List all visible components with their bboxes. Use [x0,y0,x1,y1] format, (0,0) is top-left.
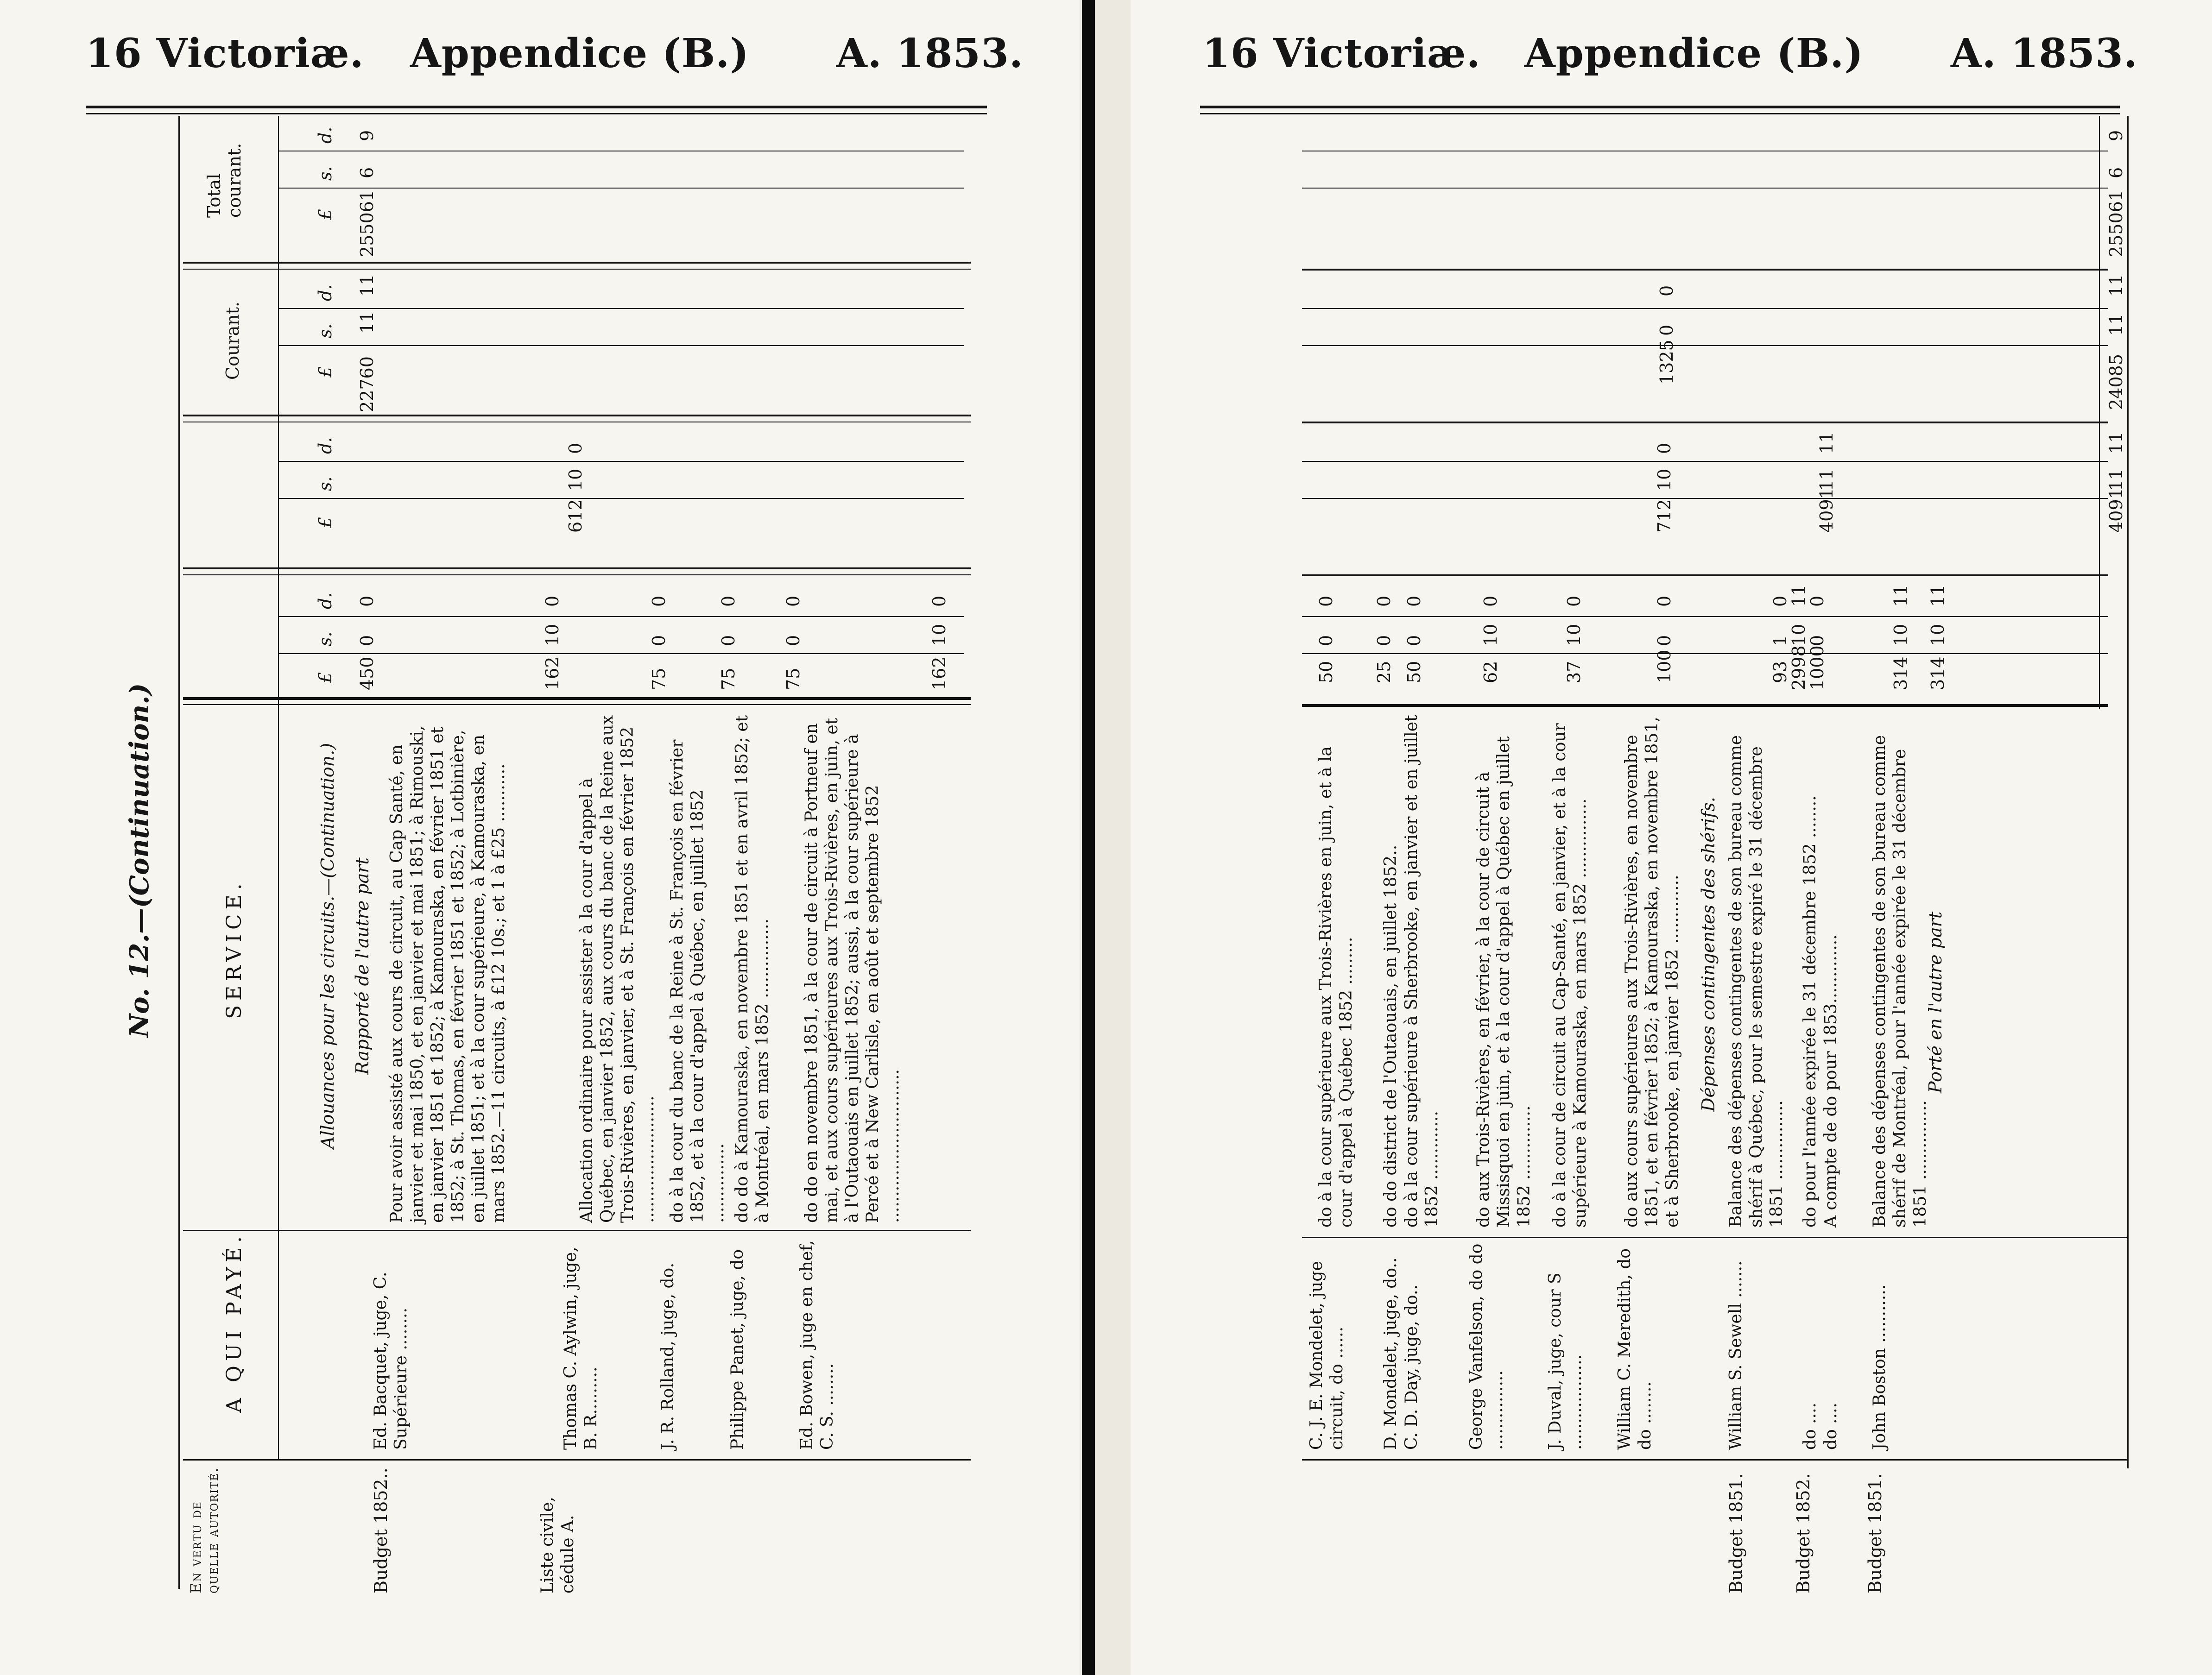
subtotal-pounds: 712 [1654,499,1675,533]
amount-pounds: 93 [1770,661,1790,683]
subtotal-shillings: 10 [1654,468,1675,491]
carried-total-pounds: 255061 [357,189,377,257]
payee-service-divider [183,1230,971,1231]
shilling-unit: s. [315,323,335,338]
regnal-year: 16 Victoriæ. [86,30,364,77]
amount-divider-3b [183,269,971,270]
lsd-divider [278,461,964,462]
row-payee: Ed. Bowen, juge en chef, C. S. ........ [797,1240,837,1450]
courant-pounds: 1325 [1656,340,1677,384]
amount-pounds: 162 [542,656,562,690]
row-service: Balance des dépenses contingentes de son bureau comme shérif à Québec, pour le semestre expiré le 31 décembre 1851 ............... [1726,735,1786,1228]
amount-pence: 0 [649,595,669,607]
amount-shillings: 0 [718,635,739,646]
amount-pounds: 162 [929,656,949,690]
amount-pence: 0 [1807,595,1827,607]
amount-shillings: 10 [1789,623,1809,646]
left-running-head [0,25,1080,81]
amount-divider-1 [183,567,971,569]
amount-pounds: 62 [1480,661,1501,683]
carried-label: Porté en l'autre part [1925,911,1946,1093]
service-header: SERVICE. [222,879,246,1019]
subtotal-pence: 0 [565,442,586,454]
amount-shillings: 10 [542,623,562,646]
amount-pounds: 1000 [1807,645,1827,690]
service-amount-divider [183,697,971,700]
payee-service-divider [1302,1237,2127,1238]
row-payee: Ed. Bacquet, juge, C. Supérieure ........ [371,1272,411,1450]
total-amount-shillings: 10 [1928,623,1948,646]
table-title: No. 12.—(Continuation.) [124,683,155,1038]
amount-pence: 0 [542,595,562,607]
appendix-label: Appendice (B.) [1524,30,1864,77]
lsd-divider [278,308,964,309]
row-service: do do district de l'Outaouais, en juillet 1852.. [1381,844,1400,1228]
carried-total-shillings: 6 [357,167,377,178]
amount-pence: 0 [1374,595,1394,607]
row-service: do à la cour du banc de la Reine à St. François en février 1852, et à la cour d'appel à Québec, en juillet 1852 ............... [668,739,727,1223]
row-service: do aux Trois-Rivières, en février, à la cour de circuit à Missisquoi en juin, et à la cour d'appel à Québec en juillet 1852 .............. [1474,736,1534,1228]
authority-header: En vertu de quelle autorité. [187,1467,221,1593]
amount-pence: 11 [1890,584,1911,607]
row-service: do do en novembre 1851, à la cour de circuit à Portneuf en mai, et aux cours supérieures aux Trois-Rivières, en juin, et à l'Outaouais en juillet 1852; aussi, à la cour supérieure à Percé et à New Carlisle, en août et septembre 1852 ............................. [802,718,903,1223]
head-rule-thin [1200,113,2120,114]
pound-unit: £ [315,516,335,528]
amount-divider-1b [183,574,971,575]
subtotal-pounds: 612 [565,499,586,533]
row-service: Pour avoir assisté aux cours de circuit, au Cap Santé, en janvier et mai 1850, et en janvier et mai 1851; à Rimouski, en janvier 1851 et 1852; à Kamouraska, en février 1851 et 1852; à St. Thomas, en février 1851 et 1852; à Lotbinière, en juillet 1851; et à la cour supérieure, à Kamouraska, en mars 1852.—11 circuits, à £12 10s.; et 1 à £25 ........... [387,725,508,1223]
total-amount-pence: 11 [1928,584,1948,607]
amount-shillings: 10 [929,623,949,646]
lsd-divider [278,188,964,189]
shilling-unit: s. [315,166,335,181]
right-page [1131,0,2212,1675]
row-authority: Budget 1852.. [371,1467,391,1593]
year-label: A. 1853. [1951,30,2138,77]
row-authority: Liste civile, cédule A. [538,1497,577,1593]
subtotal-shillings: 11 [1816,468,1837,491]
courant-header: Courant. [222,301,243,380]
row-payee: do .... [1821,1403,1840,1450]
total-amount-pounds: 314 [1928,656,1948,690]
penny-unit: d. [315,284,335,301]
amount-shillings: 10 [1480,623,1501,646]
row-payee: do .... [1801,1403,1820,1450]
lsd-divider [1302,616,2108,617]
amount-pence: 0 [1316,595,1336,607]
carried-courant-pence: 11 [357,274,377,296]
penny-unit: d. [315,126,335,144]
head-rule-thin [86,113,987,114]
row-service: do à la cour supérieure à Sherbrooke, en janvier et en juillet 1852 ............. [1402,715,1441,1228]
row-authority: Budget 1851. [1726,1473,1746,1593]
total-subtotal-pounds: 4091 [2106,488,2126,533]
row-service: Allocation ordinaire pour assister à la cour d'appel à Québec, en janvier 1852, aux cours du banc de la Reine aux Trois-Rivières, en janvier, et à St. François en février 1852 ........................ [577,715,657,1223]
service-amount-divider [1302,704,2108,707]
head-rule [1200,106,2120,108]
amount-pounds: 50 [1404,661,1424,683]
carried-courant-pounds: 22760 [357,356,377,412]
courant-shillings: 0 [1656,324,1677,336]
amount-pence: 0 [1770,595,1790,607]
amount-pounds: 2998 [1789,645,1809,690]
row-service: do à la cour de circuit au Cap-Santé, en janvier, et à la cour supérieure à Kamouraska, en mars 1852 ............... [1550,723,1590,1228]
amount-shillings: 0 [1404,635,1424,646]
amount-shillings: 0 [783,635,803,646]
row-service: do aux cours supérieures aux Trois-Rivières, en novembre 1851, et en février 1852; à Kamouraska, en novembre 1851, et à Sherbrooke, en janvier 1852 ............. [1622,717,1682,1228]
total-subtotal-shillings: 11 [2106,468,2126,491]
amount-shillings: 10 [1564,623,1584,646]
amount-divider-2 [1302,422,2108,423]
amount-divider-3 [1302,269,2108,271]
amount-pounds: 314 [1890,656,1911,690]
shilling-unit: s. [315,631,335,646]
lsd-divider [1302,461,2108,462]
amount-shillings: 0 [649,635,669,646]
row-payee: John Boston ........... [1870,1284,1889,1450]
amount-shillings: 0 [357,635,377,646]
amount-pence: 0 [1564,595,1584,607]
amount-pence: 0 [1654,595,1675,607]
penny-unit: d. [315,592,335,609]
amount-pence: 0 [718,595,739,607]
amount-shillings: 0 [1374,635,1394,646]
amount-shillings: 1 [1770,635,1790,646]
amount-shillings: 0 [1807,635,1827,646]
row-payee: Philippe Panet, juge, do [728,1249,747,1450]
row-service: A compte de do pour 1853............. [1821,934,1840,1228]
row-service: Balance des dépenses contingentes de son bureau comme shérif de Montréal, pour l'année expirée le 31 décembre 1851 ............... [1870,735,1930,1228]
subtotal-pence: 11 [1816,431,1837,454]
lsd-divider [1302,653,2108,654]
amount-pence: 0 [357,595,377,607]
header-row-line [278,116,279,1459]
right-running-head [1131,25,2212,81]
amount-divider-3 [183,262,971,264]
lsd-divider [1302,345,2108,346]
subtotal-pounds: 4091 [1816,488,1837,533]
gutter-shadow [1082,0,1095,1675]
amount-pounds: 50 [1316,661,1336,683]
section-title: Allouances pour les circuits.—(Continuation.) [317,743,338,1149]
amount-pence: 0 [1480,595,1501,607]
amount-pence: 0 [929,595,949,607]
carried-label: Rapporté de l'autre part [352,857,373,1075]
head-rule [86,106,987,108]
table-left-border [178,116,180,1589]
row-service: do pour l'année expirée le 31 décembre 1852 ........ [1801,795,1820,1228]
lsd-divider [278,616,964,617]
amount-divider-1 [1302,574,2108,576]
pound-unit: £ [315,208,335,220]
carried-total-pence: 9 [357,130,377,141]
lsd-divider [1302,188,2108,189]
row-service: do à la cour supérieure aux Trois-Rivières en juin, et à la cour d'appel à Québec 1852 ......... [1316,746,1356,1228]
courant-pence: 0 [1656,285,1677,296]
row-authority: Budget 1851. [1865,1473,1885,1593]
grand-total-shillings: 6 [2106,167,2126,178]
amount-shillings: 0 [1654,635,1675,646]
row-payee: C. D. Day, juge, do.. [1402,1285,1421,1450]
penny-unit: d. [315,437,335,454]
left-page [0,0,1080,1675]
row-payee: J. Duval, juge, cour S .................. [1546,1272,1585,1450]
amount-pounds: 75 [649,667,669,690]
service-amount-divider-thin [183,704,971,705]
lsd-divider [1302,498,2108,499]
appendix-label: Appendice (B.) [410,30,750,77]
total-courant-shillings: 11 [2106,313,2126,336]
regnal-year: 16 Victoriæ. [1202,30,1481,77]
subtotal-shillings: 10 [565,468,586,491]
row-payee: J. R. Rolland, juge, do. [658,1262,677,1450]
lsd-divider [278,345,964,346]
amount-pounds: 75 [783,667,803,690]
carried-courant-shillings: 11 [357,311,377,334]
row-payee: C. J. E. Mondelet, juge circuit, do ...... [1307,1261,1346,1450]
pound-unit: £ [315,366,335,378]
grand-total-pence: 9 [2106,130,2126,141]
amount-divider-2 [183,415,971,416]
lsd-divider [1302,308,2108,309]
amount-pounds: 100 [1654,649,1675,683]
grand-total-pounds: 255061 [2106,189,2126,257]
total-subtotal-pence: 11 [2106,431,2126,454]
authority-payee-divider [1302,1459,2127,1461]
table-right-border [2127,116,2129,1468]
amount-pence: 11 [1789,584,1809,607]
row-payee: George Vanfelson, do do ............... [1467,1243,1506,1450]
section-title: Dépenses contingentes des shérifs. [1698,797,1719,1112]
amount-pence: 0 [1404,595,1424,607]
row-payee: Thomas C. Aylwin, juge, B. R......... [561,1247,600,1450]
year-label: A. 1853. [836,30,1024,77]
amount-pounds: 450 [357,656,377,690]
row-payee: D. Mondelet, juge, do.. [1381,1257,1400,1450]
amount-pounds: 25 [1374,661,1394,683]
amount-pence: 0 [783,595,803,607]
row-service: do do à Kamouraska, en novembre 1851 et en avril 1852; et à Montréal, en mars 1852 ............... [733,715,772,1223]
subtotal-pence: 0 [1654,442,1675,454]
row-payee: William S. Sewell ....... [1726,1260,1745,1450]
pound-unit: £ [315,672,335,683]
lsd-divider [278,498,964,499]
row-authority: Budget 1852. [1793,1473,1814,1593]
lsd-divider [278,653,964,654]
amount-shillings: 10 [1890,623,1911,646]
row-payee: William C. Meredith, do do ........ [1615,1248,1655,1450]
shilling-unit: s. [315,476,335,491]
total-courant-header: Total courant. [204,143,245,218]
amount-pounds: 37 [1564,661,1584,683]
total-courant-pence: 11 [2106,274,2126,296]
amount-shillings: 0 [1316,635,1336,646]
amount-pounds: 75 [718,667,739,690]
total-courant-pounds: 24085 [2106,354,2126,410]
total-row-line [2099,116,2100,709]
payee-header: A QUI PAYÉ. [222,1232,246,1413]
